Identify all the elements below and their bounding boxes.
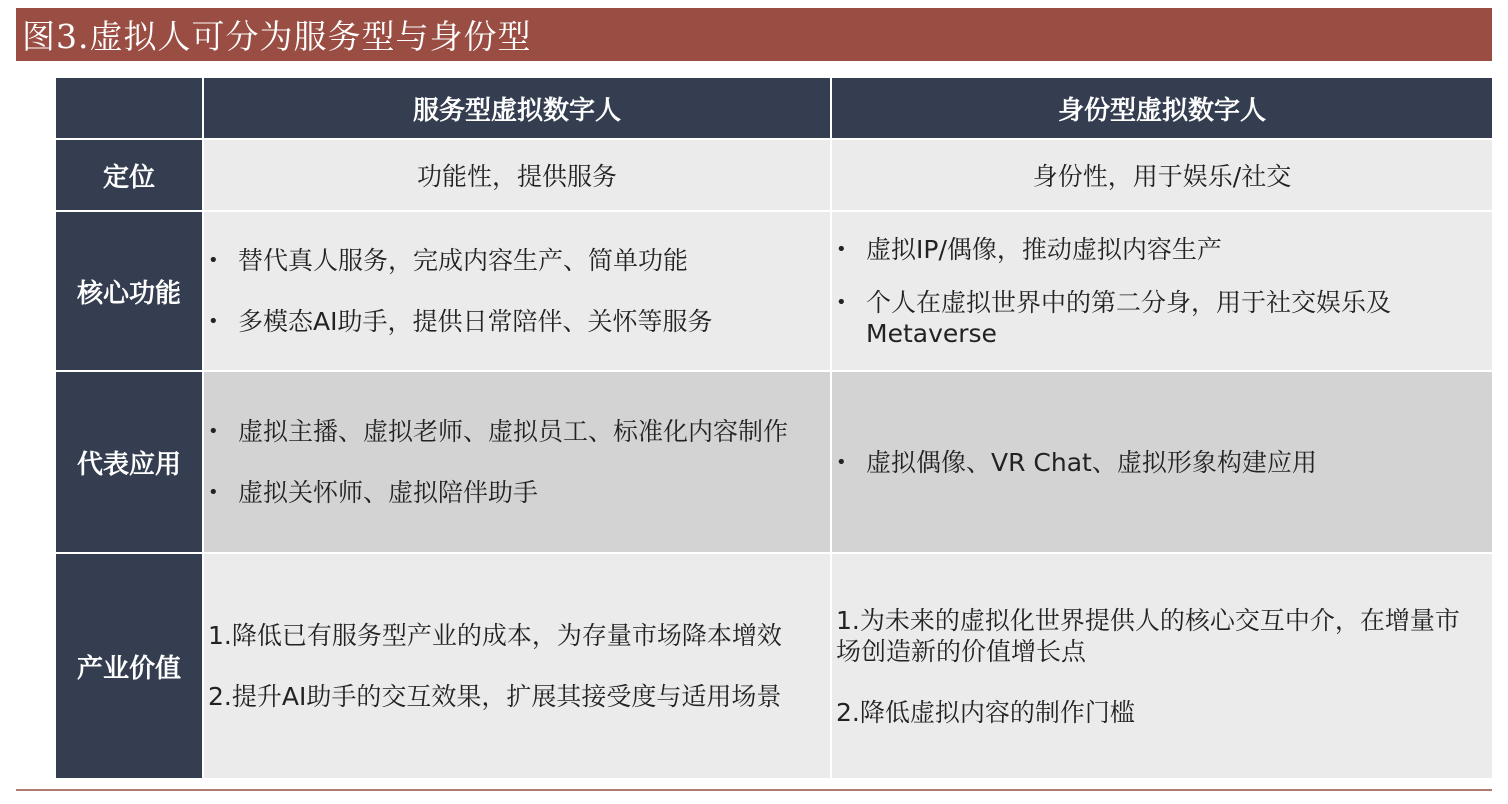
comparison-table xyxy=(54,76,1494,780)
bullet-icon: • xyxy=(208,482,219,503)
bullet-icon: • xyxy=(836,291,847,313)
bullet-icon: • xyxy=(208,311,219,332)
row-label-positioning: 定位 xyxy=(55,139,203,211)
row-label-applications: 代表应用 xyxy=(55,371,203,553)
list-item: • 虚拟偶像、VR Chat、虚拟形象构建应用 xyxy=(836,447,1317,477)
applications-identity-cell xyxy=(831,371,1493,553)
list-item: • 虚拟IP/偶像，推动虚拟内容生产 xyxy=(836,234,1222,264)
paragraph: 2.降低虚拟内容的制作门槛 xyxy=(836,697,1135,727)
table-row-applications xyxy=(55,371,1493,553)
industry-value-identity-cell xyxy=(831,553,1493,779)
row-label-core-function: 核心功能 xyxy=(55,211,203,371)
applications-service-cell xyxy=(203,371,831,553)
paragraph: 1.降低已有服务型产业的成本，为存量市场降本增效 xyxy=(208,621,782,650)
list-item: • 多模态AI助手，提供日常陪伴、关怀等服务 xyxy=(208,307,713,336)
table-row-industry-value xyxy=(55,553,1493,779)
list-item: • 虚拟主播、虚拟老师、虚拟员工、标准化内容制作 xyxy=(208,417,789,446)
core-function-identity-cell xyxy=(831,211,1493,371)
industry-value-service-cell xyxy=(203,553,831,779)
list-item: • 替代真人服务，完成内容生产、简单功能 xyxy=(208,246,689,275)
header-service-type: 服务型虚拟数字人 xyxy=(203,77,831,139)
bottom-divider xyxy=(16,789,1492,791)
bullet-icon: • xyxy=(208,250,219,271)
list-item: • 个人在虚拟世界中的第二分身，用于社交娱乐及Metaverse xyxy=(836,287,1392,348)
paragraph: 2.提升AI助手的交互效果，扩展其接受度与适用场景 xyxy=(208,682,782,711)
table-row-positioning xyxy=(55,139,1493,211)
positioning-service-cell: 功能性，提供服务 xyxy=(203,139,831,211)
title-bar xyxy=(16,8,1492,61)
figure-title: 图3.虚拟人可分为服务型与身份型 xyxy=(22,17,532,56)
positioning-identity-cell: 身份性，用于娱乐/社交 xyxy=(831,139,1493,211)
list-item: • 虚拟关怀师、虚拟陪伴助手 xyxy=(208,478,539,507)
table-header-row xyxy=(55,77,1493,139)
header-corner-cell xyxy=(55,77,203,139)
bullet-icon: • xyxy=(208,421,219,442)
bullet-icon: • xyxy=(836,238,847,260)
bullet-icon: • xyxy=(836,451,847,473)
row-label-industry-value: 产业价值 xyxy=(55,553,203,779)
core-function-service-cell xyxy=(203,211,831,371)
paragraph: 1.为未来的虚拟化世界提供人的核心交互中介，在增量市场创造新的价值增长点 xyxy=(836,605,1460,666)
table-row-core-function xyxy=(55,211,1493,371)
header-identity-type: 身份型虚拟数字人 xyxy=(831,77,1493,139)
